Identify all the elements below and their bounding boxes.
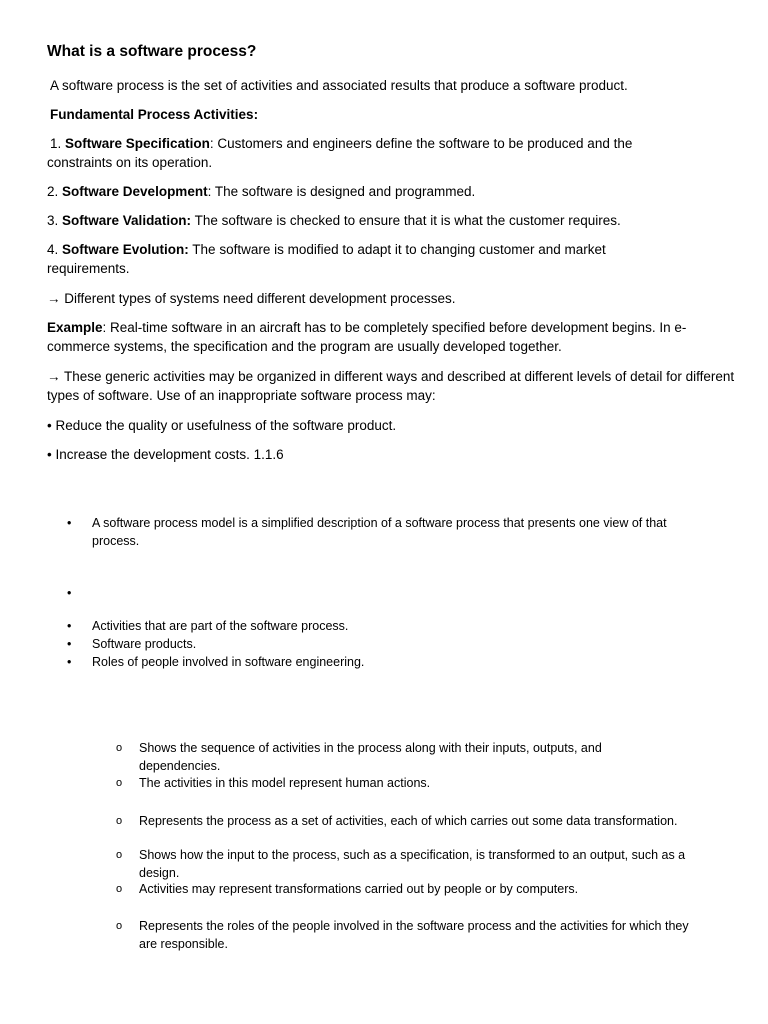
sub2-item-data-transformation: Represents the process as a set of activities, each of which carries out some data transformation. bbox=[139, 814, 678, 828]
activity-3-num: 3. bbox=[47, 213, 59, 228]
sub2-item-transformations: Activities may represent transformations carried out by people or by computers. bbox=[139, 882, 579, 896]
activity-2-text: : The software is designed and programmed. bbox=[207, 184, 476, 199]
bullet-marker: • bbox=[67, 655, 72, 669]
activity-4 bbox=[47, 240, 657, 278]
note-generic-activities: → These generic activities may be organized in different ways and described at different levels of detail for different types of software. Use of an inappropriate software process may: bbox=[47, 369, 735, 403]
model-item-roles: Roles of people involved in software engineering. bbox=[92, 655, 365, 669]
example-text: : Real-time software in an aircraft has to be completely specified before development begins. In e-commerce systems, the specification and the program are usually developed together. bbox=[47, 320, 687, 354]
activity-2 bbox=[47, 182, 737, 201]
activity-1-num: 1. bbox=[50, 136, 62, 151]
circle-marker: o bbox=[116, 777, 123, 789]
sub1-item-sequence: Shows the sequence of activities in the process along with their inputs, outputs, and dependencies. bbox=[139, 741, 602, 773]
circle-marker: o bbox=[116, 742, 123, 754]
circle-marker: o bbox=[116, 920, 123, 932]
bullet-marker: • bbox=[67, 516, 72, 530]
page-title: What is a software process? bbox=[47, 43, 257, 60]
bullet-marker: • bbox=[67, 637, 72, 651]
sub2-item-input-output: Shows how the input to the process, such as a specification, is transformed to an output, such as a design. bbox=[139, 848, 686, 880]
activity-4-text: The software is modified to adapt it to changing customer and market requirements. bbox=[47, 242, 606, 276]
model-description: A software process model is a simplified description of a software process that presents one view of that process. bbox=[92, 516, 667, 548]
activity-4-label: Software Evolution: bbox=[62, 242, 189, 257]
bullet-marker: • bbox=[67, 619, 72, 633]
sub1-item-human-actions: The activities in this model represent human actions. bbox=[139, 776, 431, 790]
intro-paragraph: A software process is the set of activities and associated results that produce a software product. bbox=[50, 78, 628, 93]
example-paragraph bbox=[47, 318, 737, 356]
circle-marker: o bbox=[116, 849, 123, 861]
activity-2-num: 2. bbox=[47, 184, 59, 199]
activity-1-label: Software Specification bbox=[65, 136, 210, 151]
activity-3-text: The software is checked to ensure that it is what the customer requires. bbox=[191, 213, 621, 228]
activity-3 bbox=[47, 211, 737, 230]
circle-marker: o bbox=[116, 883, 123, 895]
model-item-activities: Activities that are part of the software process. bbox=[92, 619, 349, 633]
bullet-marker-empty: • bbox=[67, 586, 72, 600]
activity-3-label: Software Validation: bbox=[62, 213, 192, 228]
note-different-types: → Different types of systems need different development processes. bbox=[47, 291, 456, 306]
bullet-reduce-quality: • Reduce the quality or usefulness of the software product. bbox=[47, 418, 397, 433]
fundamental-heading: Fundamental Process Activities: bbox=[50, 107, 259, 122]
sub3-item-roles: Represents the roles of the people involved in the software process and the activities for which they are responsible. bbox=[139, 919, 689, 951]
model-item-products: Software products. bbox=[92, 637, 197, 651]
activity-1-text: : Customers and engineers define the software to be produced and the constraints on its operation. bbox=[47, 136, 633, 170]
circle-marker: o bbox=[116, 815, 123, 827]
activity-2-label: Software Development bbox=[62, 184, 208, 199]
activity-1 bbox=[47, 134, 687, 172]
activity-4-num: 4. bbox=[47, 242, 59, 257]
bullet-increase-costs: • Increase the development costs. 1.1.6 bbox=[47, 447, 284, 462]
example-label: Example bbox=[47, 320, 103, 335]
